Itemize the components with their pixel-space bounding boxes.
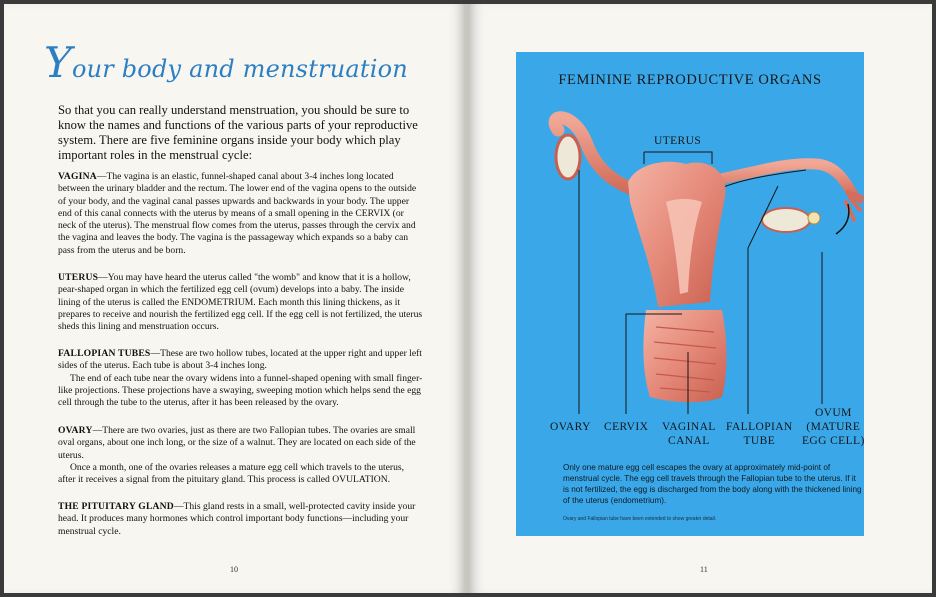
- label-vaginal-canal: [662, 420, 716, 448]
- ovum: [808, 212, 820, 224]
- section-extra: Once a month, one of the ovaries releases a mature egg cell which travels to the uterus, after it receives a signal from the pituitary gland. This process is called OVULATION.: [58, 461, 405, 486]
- section-text: —The vagina is an elastic, funnel-shaped canal about 3-4 inches long located between the urinary bladder and the rectum. The lower end of the vagina opens to the outside of your body, and the vaginal canal passes upwards and backwards in your body. The upper end of this canal connects with the uterus by means of a small opening in the CERVIX (or neck of the uterus). The menstrual flow comes from the uterus, passes through the cervix and the vagina and leaves the body. The vagina is the passageway which expands so a baby can pass from the uterus and be born.: [58, 171, 417, 256]
- left-ovary: [556, 135, 580, 179]
- section-text: —There are two ovaries, just as there are two Fallopian tubes. The ovaries are small oval organs, about one inch long, or the size of a walnut. They are located on each side of the uterus.: [58, 425, 416, 461]
- section-vagina: [58, 171, 424, 257]
- section-term: UTERUS: [58, 272, 99, 283]
- label-fallopian-line1: FALLOPIAN: [726, 421, 793, 433]
- label-cervix: CERVIX: [604, 421, 649, 433]
- label-vaginal-line2: CANAL: [668, 435, 710, 447]
- page-number-left: 10: [230, 565, 238, 574]
- title-initial: Y: [44, 38, 72, 87]
- title-rest: our body and menstruation: [71, 55, 408, 83]
- section-text: —These are two hollow tubes, located at the upper right and upper left sides of the uterus. Each tube is about 3-4 inches long.: [58, 348, 422, 372]
- uterus-bracket: [644, 152, 712, 164]
- label-ovum-line1: OVUM: [814, 407, 852, 419]
- reproductive-organs-illustration: [516, 52, 864, 452]
- section-extra: The end of each tube near the ovary widens into a funnel-shaped opening with small finger-like projections. These projections have a swaying, sweeping motion which helps send the egg cell through the tube to the uterus, after it has been released by the ovary.: [58, 372, 423, 409]
- section-text: —You may have heard the uterus called "the womb" and know that it is a hollow, pear-shaped organ in which the fertilized egg cell (ovum) develops into a baby. The inside lining of the uterus is called the ENDOMETRIUM. Each month this lining thickens, as it prepares to receive and nourish the fertilized egg cell. If the egg cell is not fertilized, the uterus sheds this lining and menstruation occurs.: [58, 272, 423, 333]
- diagram-title: FEMININE REPRODUCTIVE ORGANS: [558, 72, 822, 88]
- label-ovum-line2: (MATURE: [806, 421, 861, 433]
- right-ovary: [762, 208, 810, 232]
- section-term: OVARY: [58, 425, 93, 436]
- diagram-panel: [516, 52, 864, 536]
- page-title: [44, 38, 408, 87]
- label-ovary: OVARY: [550, 421, 591, 433]
- label-ovum-line3: EGG CELL): [802, 435, 865, 447]
- section-text: —This gland rests in a small, well-protected cavity inside your head. It produces many hormones which control important body functions—including your menstrual cycle.: [58, 501, 416, 537]
- vaginal-canal-shape: [643, 310, 726, 402]
- diagram-caption: Only one mature egg cell escapes the ovary at approximately mid-point of menstrual cycle. The egg cell travels through the Fallopian tube to the uterus. If it is not fertilized, the egg is discharged from the body along with the thickened lining of the uterus (endometrium).: [563, 463, 862, 505]
- section-uterus: [58, 272, 424, 333]
- label-fallopian-line2: TUBE: [743, 435, 776, 447]
- label-fallopian-tube: [726, 420, 793, 448]
- right-fallopian-tube: [716, 164, 854, 197]
- page-number-right: 11: [700, 565, 708, 574]
- section-term: THE PITUITARY GLAND: [58, 501, 174, 512]
- section-pituitary-gland: [58, 501, 424, 538]
- section-term: VAGINA: [58, 171, 97, 182]
- section-fallopian-tubes: [58, 348, 424, 409]
- label-vaginal-line1: VAGINAL: [662, 421, 716, 433]
- diagram-note: Ovary and Fallopian tube have been extended to show greater detail.: [563, 516, 717, 522]
- label-uterus: UTERUS: [654, 135, 702, 147]
- label-ovum: [802, 406, 865, 448]
- intro-paragraph: So that you can really understand menstruation, you should be sure to know the names and functions of the various parts of your reproductive system. There are five feminine organs inside your body which play important roles in the menstrual cycle:: [58, 103, 418, 162]
- section-term: FALLOPIAN TUBES: [58, 348, 151, 359]
- section-ovary: [58, 425, 424, 486]
